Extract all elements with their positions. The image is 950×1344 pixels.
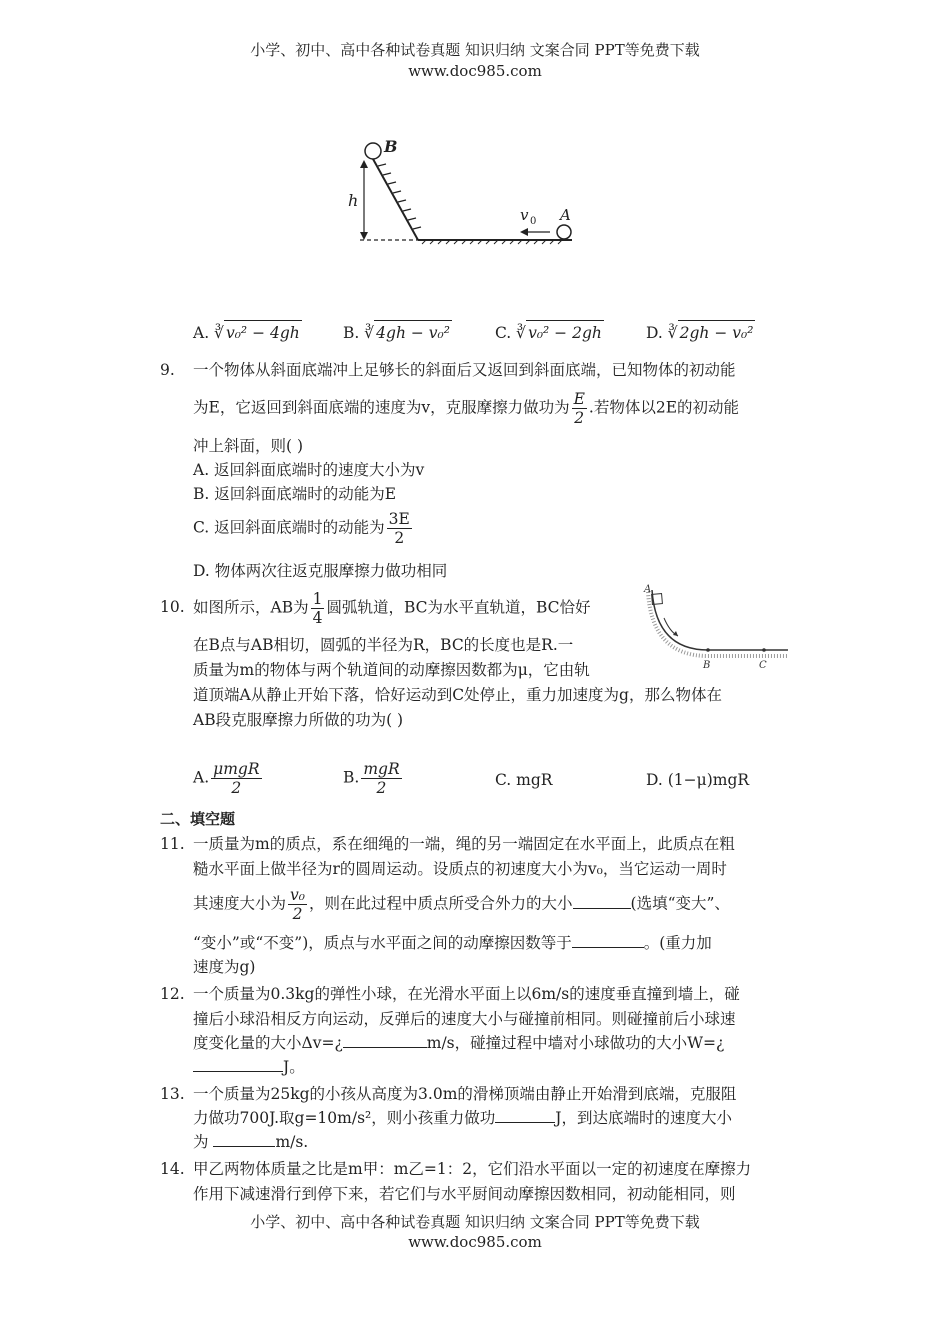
q13-line2 (193, 1106, 732, 1130)
q12-blank-1[interactable] (343, 1031, 427, 1048)
incline-line (373, 159, 418, 240)
q11-frac-d: 2 (292, 905, 303, 923)
q10-option-a-n: μmgR (213, 760, 260, 778)
q9-frac-n: E (573, 390, 585, 408)
q10-option-b[interactable] (343, 760, 404, 797)
label-h: h (348, 191, 359, 210)
q14-number: 14. (160, 1160, 185, 1178)
q9-line2-post: .若物体以2E的初动能 (588, 398, 740, 417)
ball-a (557, 225, 571, 239)
q14-line1: 甲乙两物体质量之比是m甲：m乙=1：2，它们沿水平面以一定的初速度在摩擦力 (193, 1160, 752, 1178)
arc-track-line (652, 590, 788, 650)
q10-line1-pre: 如图所示，AB为 (193, 598, 309, 617)
q10-line3: 质量为m的物体与两个轨道间的动摩擦因数都为μ，它由轨 (193, 661, 590, 679)
q12-line4 (193, 1055, 305, 1079)
q8-option-c[interactable] (495, 320, 604, 345)
q11-fraction (288, 886, 307, 923)
footer-url: www.doc985.com (408, 1233, 542, 1251)
q9-option-c-d: 2 (394, 529, 405, 547)
q11-blank-2[interactable] (572, 931, 644, 948)
q11-frac-n: v₀ (290, 886, 305, 904)
q12-line2: 撞后小球沿相反方向运动，反弹后的速度大小与碰撞前相同。则碰撞前后小球速 (193, 1010, 736, 1028)
label-v0: v (520, 206, 529, 224)
q13-line2-pre: 力做功700J.取g=10m/s²，则小孩重力做功 (193, 1109, 496, 1127)
q11-line3-post: ，则在此过程中质点所受合外力的大小 (309, 894, 573, 913)
q10-option-b-d: 2 (376, 779, 387, 797)
q8-option-c-label: C. (495, 324, 512, 342)
fig-label-a: A (644, 584, 652, 595)
q13-blank-1[interactable] (495, 1106, 555, 1123)
q11-line3 (193, 886, 730, 923)
q9-option-a[interactable]: A. 返回斜面底端时的速度大小为v (193, 461, 425, 479)
q8-option-a-expr: v₀² − 4gh (224, 320, 302, 345)
q10-option-a-d: 2 (231, 779, 242, 797)
q13-line1: 一个质量为25kg的小孩从高度为3.0m的滑梯顶端由静止开始滑到底端，克服阻 (193, 1085, 737, 1103)
q9-frac-d: 2 (574, 409, 585, 427)
q10-line4: 道顶端A从静止开始下落，恰好运动到C处停止，重力加速度为g，那么物体在 (193, 686, 722, 704)
q9-line2 (193, 390, 739, 427)
q8-option-b-label: B. (343, 324, 360, 342)
label-b: B (384, 137, 398, 156)
q11-blank-1[interactable] (573, 892, 631, 909)
footer-title: 小学、初中、高中各种试卷真题 知识归纳 文案合同 PPT等免费下载 (250, 1213, 700, 1231)
q13-blank-2[interactable] (213, 1130, 275, 1147)
q11-number: 11. (160, 835, 185, 853)
q8-option-d[interactable] (646, 320, 755, 345)
header-title: 小学、初中、高中各种试卷真题 知识归纳 文案合同 PPT等免费下载 (250, 41, 700, 59)
header-url: www.doc985.com (408, 62, 542, 80)
q10-option-b-fraction (361, 760, 401, 797)
q12-line4-post: J。 (283, 1058, 305, 1076)
q10-frac-d: 4 (312, 609, 323, 627)
q10-option-a-label: A. (193, 768, 210, 787)
label-a: A (560, 206, 571, 224)
q8-option-d-expr: 2gh − v₀² (678, 320, 756, 345)
q8-option-c-expr: v₀² − 2gh (526, 320, 604, 345)
q13-line2-post: J，到达底端时的速度大小 (555, 1109, 732, 1127)
radical-icon: ∛ (214, 324, 224, 342)
q12-line3 (193, 1031, 724, 1055)
q8-option-b[interactable] (343, 320, 452, 345)
q11-line2: 糙水平面上做半径为r的圆周运动。设质点的初速度大小为v₀，当它运动一周时 (193, 860, 727, 878)
q8-option-a-label: A. (193, 324, 210, 342)
q10-fraction (311, 590, 325, 627)
q9-fraction (572, 390, 587, 427)
q11-line3-end: (选填“变大”、 (630, 894, 730, 913)
q10-option-b-label: B. (343, 768, 360, 787)
radical-icon: ∛ (364, 324, 375, 342)
q10-line1-post: 圆弧轨道，BC为水平直轨道，BC恰好 (326, 598, 591, 617)
q9-option-c-n: 3E (388, 510, 410, 528)
q9-line2-pre: 为E，它返回到斜面底端的速度为v，克服摩擦力做功为 (193, 398, 570, 417)
q13-line3 (193, 1130, 308, 1154)
q9-option-b[interactable]: B. 返回斜面底端时的动能为E (193, 485, 397, 503)
q12-line1: 一个质量为0.3kg的弹性小球，在光滑水平面上以6m/s的速度垂直撞到墙上，碰 (193, 985, 740, 1003)
arc-track-hatch (648, 592, 788, 656)
q11-line4-pre: “变小”或“不变”)，质点与水平面之间的动摩擦因数等于 (193, 934, 572, 952)
q10-option-b-n: mgR (363, 760, 400, 778)
q13-line3-post: m/s. (275, 1133, 309, 1151)
q9-option-c-pre: C. 返回斜面底端时的动能为 (193, 518, 385, 537)
q11-line5: 速度为g) (193, 958, 256, 976)
q10-line5: AB段克服摩擦力所做的功为( ) (193, 711, 404, 729)
q11-line1: 一质量为m的质点，系在细绳的一端，绳的另一端固定在水平面上，此质点在粗 (193, 835, 735, 853)
q14-line2: 作用下减速滑行到停下来，若它们与水平厨间动摩擦因数相同，初动能相同，则 (193, 1185, 736, 1203)
q10-option-a-fraction (211, 760, 261, 797)
arc-track-figure (640, 580, 792, 672)
q10-frac-n: 1 (312, 590, 323, 608)
q8-option-d-label: D. (646, 324, 663, 342)
q9-option-d[interactable]: D. 物体两次往返克服摩擦力做功相同 (193, 562, 448, 580)
ball-b (365, 143, 381, 159)
q8-option-b-expr: 4gh − v₀² (374, 320, 452, 345)
radical-icon: ∛ (667, 324, 678, 342)
q11-line4-post: 。(重力加 (643, 934, 712, 952)
q12-line3-mid: m/s，碰撞过程中墙对小球做功的大小W=¿ (426, 1034, 725, 1052)
q9-number: 9. (160, 361, 175, 379)
section-title: 二、填空题 (160, 810, 236, 828)
q11-line3-pre: 其速度大小为 (193, 894, 287, 913)
q9-line1: 一个物体从斜面底端冲上足够长的斜面后又返回到斜面底端，已知物体的初动能 (193, 361, 736, 379)
q12-number: 12. (160, 985, 185, 1003)
q10-line2: 在B点与AB相切，圆弧的半径为R，BC的长度也是R.一 (193, 636, 574, 654)
incline-hatch (378, 164, 421, 229)
q12-blank-2[interactable] (193, 1055, 283, 1072)
incline-figure (340, 132, 590, 252)
label-v0-sub: 0 (530, 216, 537, 227)
q10-option-d[interactable]: D. (1−μ)mgR (646, 771, 750, 789)
radical-icon: ∛ (516, 324, 527, 342)
q12-line3-pre: 度变化量的大小Δv=¿ (193, 1034, 343, 1052)
q10-line1 (193, 590, 591, 627)
fig-label-c: C (759, 660, 767, 671)
q10-option-c[interactable]: C. mgR (495, 771, 553, 789)
q8-option-a[interactable] (193, 320, 302, 345)
q9-line3: 冲上斜面，则( ) (193, 437, 304, 455)
q13-line3-pre: 为 (193, 1133, 214, 1151)
q13-number: 13. (160, 1085, 185, 1103)
fig-label-b: B (703, 660, 711, 671)
q11-line4 (193, 931, 712, 955)
q10-option-a[interactable] (193, 760, 264, 797)
q9-option-c[interactable] (193, 510, 414, 547)
q9-option-c-fraction (387, 510, 412, 547)
q10-number: 10. (160, 598, 185, 616)
